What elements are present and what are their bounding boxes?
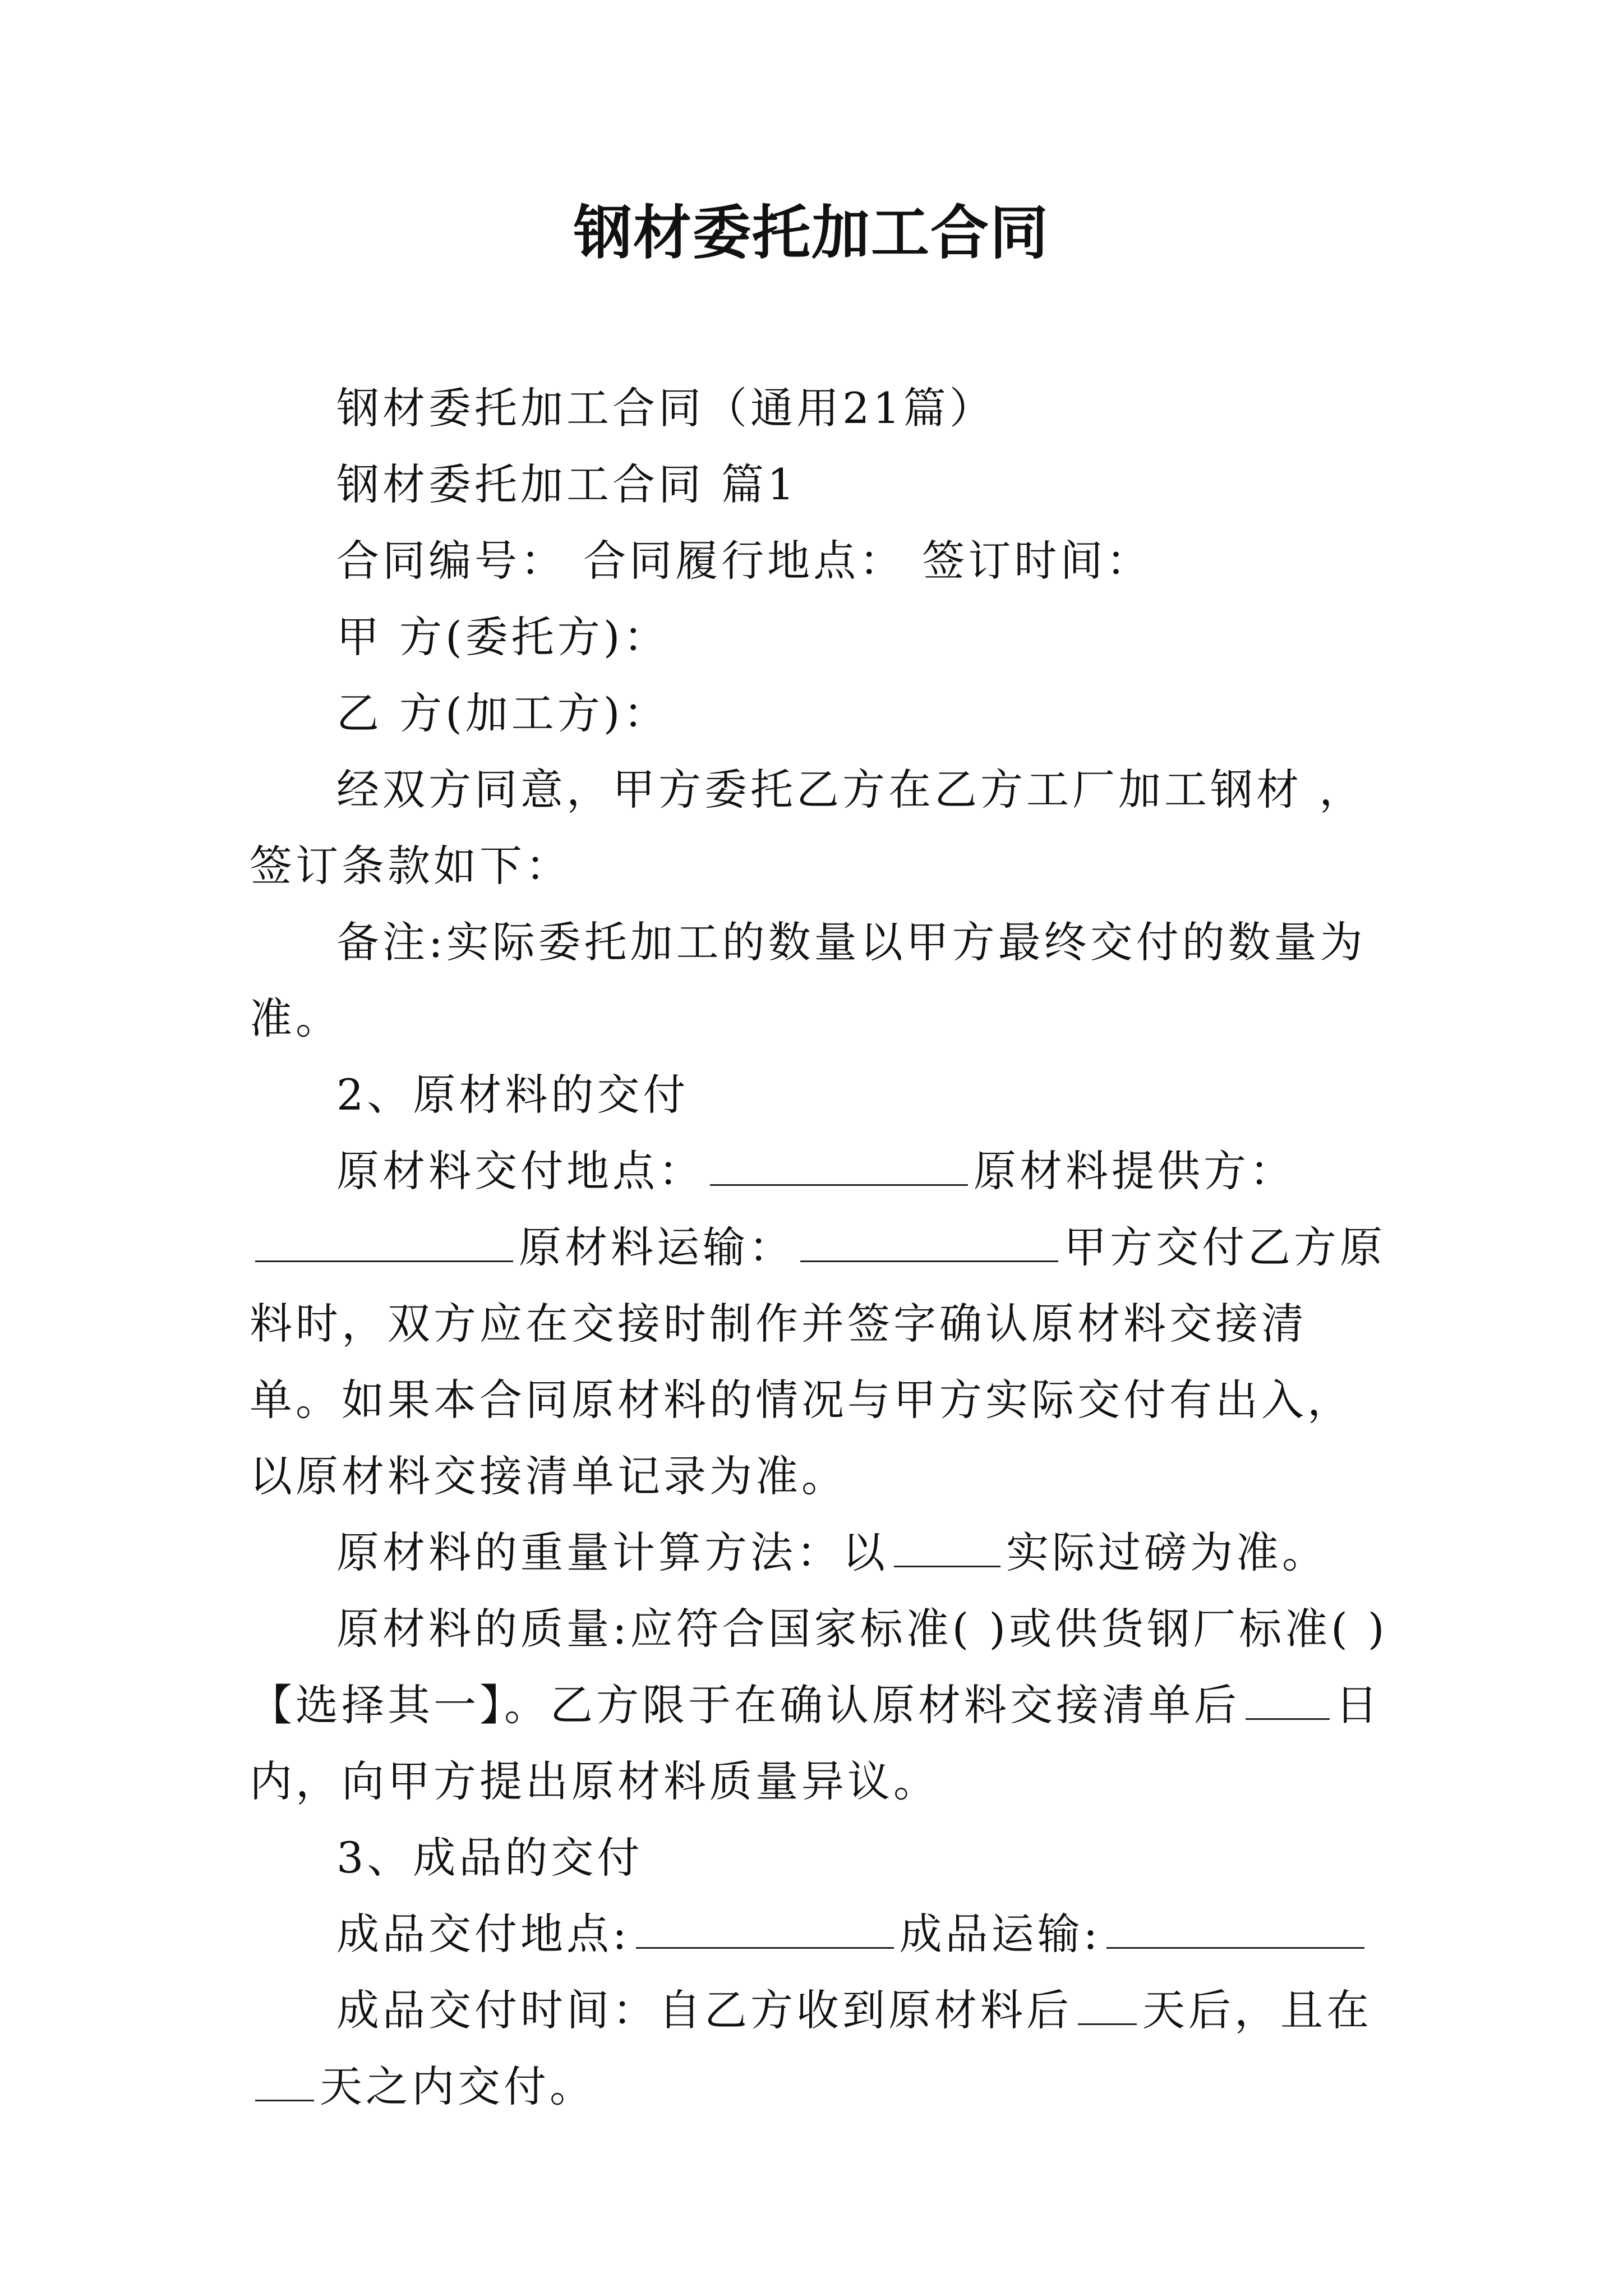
product-transport-blank	[1106, 1908, 1364, 1949]
raw-transport-label: 原材料运输：	[519, 1222, 795, 1272]
product-time-prefix: 成品交付时间：自乙方收到原材料后	[336, 1985, 1072, 2035]
header-fields: 合同编号： 合同履行地点： 签订时间：	[336, 536, 1152, 586]
raw-delivery-text: 甲方交付乙方原料时，双方应在交接时制作并签字确认原材料交接清单。如果本合同原材料的情况与甲方实际交付有出入，以原材料交接清单记录为准。	[250, 1222, 1386, 1501]
weight-method-paragraph	[250, 1515, 1396, 1591]
product-time-blank-2	[255, 2060, 314, 2101]
product-delivery-paragraph	[250, 1896, 1396, 1972]
raw-supplier-blank	[255, 1221, 513, 1262]
weight-method-prefix: 原材料的重量计算方法：以	[336, 1527, 888, 1577]
section-3-heading: 3、成品的交付	[336, 1833, 643, 1883]
quality-text-2: 日内，向甲方提出原材料质量异议。	[250, 1680, 1381, 1806]
quality-text-1: 原材料的质量:应符合国家标准( )或供货钢厂标准( )【选择其一】。乙方限于在确认原材料交接清单后	[250, 1604, 1388, 1730]
note-paragraph: 备注:实际委托加工的数量以甲方最终交付的数量为准。	[250, 917, 1366, 1043]
quality-paragraph	[250, 1591, 1396, 1820]
product-time-suffix: 天之内交付。	[320, 2062, 596, 2111]
quality-days-blank	[1246, 1679, 1330, 1720]
raw-delivery-place-blank	[710, 1145, 968, 1186]
party-b: 乙 方(加工方)：	[336, 688, 670, 738]
party-a: 甲 方(委托方)：	[336, 612, 670, 662]
weight-method-suffix: 实际过磅为准。	[1006, 1527, 1328, 1577]
subtitle: 钢材委托加工合同（通用21篇）	[336, 383, 995, 433]
product-time-mid: 天后，且在	[1142, 1985, 1372, 2035]
product-place-blank	[636, 1908, 894, 1949]
weight-method-blank	[894, 1526, 1000, 1567]
product-place-label: 成品交付地点:	[336, 1909, 630, 1959]
product-time-paragraph	[250, 1972, 1396, 2125]
raw-supplier-label: 原材料提供方：	[974, 1146, 1295, 1196]
product-time-blank-1	[1078, 1984, 1137, 2025]
document-body	[250, 370, 1396, 2125]
product-transport-label: 成品运输:	[899, 1909, 1101, 1959]
raw-material-delivery-paragraph	[250, 1133, 1396, 1515]
raw-transport-blank	[800, 1221, 1058, 1262]
document-title: 钢材委托加工合同	[573, 198, 1049, 267]
raw-delivery-place-label: 原材料交付地点：	[336, 1146, 704, 1196]
section-title: 钢材委托加工合同 篇1	[336, 459, 798, 509]
intro-paragraph: 经双方同意，甲方委托乙方在乙方工厂加工钢材 ，签订条款如下：	[250, 765, 1366, 891]
section-2-heading: 2、原材料的交付	[336, 1070, 689, 1120]
